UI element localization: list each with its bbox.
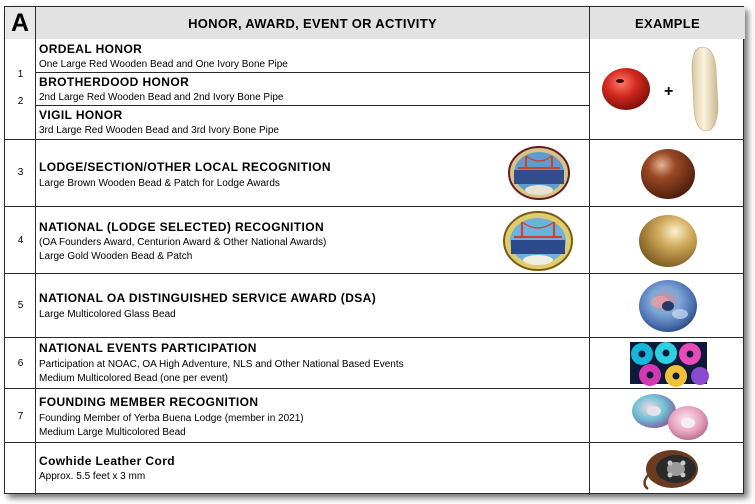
honor-description: Large Multicolored Glass Bead xyxy=(39,309,176,320)
table-row-founding-member xyxy=(5,389,743,443)
row-number: 2 xyxy=(17,96,24,107)
honor-title: Cowhide Leather Cord xyxy=(39,454,176,468)
honor-title: NATIONAL OA DISTINGUISHED SERVICE AWARD (DSA) xyxy=(39,291,377,305)
honor-description-2: Large Gold Wooden Bead & Patch xyxy=(39,251,193,262)
table-row-honors xyxy=(5,39,743,140)
table-row-dsa xyxy=(5,274,743,338)
honor-description: (OA Founders Award, Centurion Award & Other National Awards) xyxy=(39,237,327,248)
section-letter: A xyxy=(5,7,36,39)
table-row-leather-cord xyxy=(5,443,743,495)
column-header-honor: HONOR, AWARD, EVENT OR ACTIVITY xyxy=(36,7,590,39)
honor-description: 2nd Large Red Wooden Bead and 2nd Ivory Bone Pipe xyxy=(39,92,284,103)
row-number: 3 xyxy=(17,167,24,178)
honors-table xyxy=(4,6,744,494)
table-header xyxy=(5,7,743,39)
honor-subrow-ordeal xyxy=(36,39,590,73)
plus-sign: + xyxy=(664,83,674,100)
honor-description: One Large Red Wooden Bead and One Ivory Bone Pipe xyxy=(39,59,288,70)
medium-multicolored-beads-image xyxy=(590,338,745,388)
honor-description: Large Brown Wooden Bead & Patch for Lodge Awards xyxy=(39,178,280,189)
honor-description: Founding Member of Yerba Buena Lodge (member in 2021) xyxy=(39,413,304,424)
honor-title: NATIONAL (LODGE SELECTED) RECOGNITION xyxy=(39,220,325,234)
yerba-buena-lodge-patch-image xyxy=(502,210,574,272)
lodge-patch-image xyxy=(508,146,570,201)
row-number: 1 xyxy=(17,69,24,80)
row-number: 4 xyxy=(17,235,24,246)
column-header-example: EXAMPLE xyxy=(590,7,745,39)
honor-description: Participation at NOAC, OA High Adventure, NLS and Other National Based Events xyxy=(39,359,404,370)
medium-large-multicolored-bead-image xyxy=(590,389,745,443)
honor-title: BROTHERDOOD HONOR xyxy=(39,75,190,89)
example-cell xyxy=(590,39,745,139)
leather-cord-spool-image xyxy=(590,443,745,495)
row-number-cell xyxy=(5,39,36,139)
red-bead-and-bone-pipe-image xyxy=(590,39,745,139)
honor-subrow-vigil xyxy=(36,106,590,140)
honor-description: Approx. 5.5 feet x 3 mm xyxy=(39,471,146,482)
honor-title: FOUNDING MEMBER RECOGNITION xyxy=(39,395,259,409)
honor-subrow-brotherhood xyxy=(36,73,590,106)
honor-title: LODGE/SECTION/OTHER LOCAL RECOGNITION xyxy=(39,160,331,174)
honor-title: NATIONAL EVENTS PARTICIPATION xyxy=(39,341,257,355)
red-bead-icon xyxy=(602,68,650,110)
row-number: 7 xyxy=(17,411,24,422)
gold-bead-image xyxy=(590,207,745,273)
row-number: 6 xyxy=(17,358,24,369)
honor-title: VIGIL HONOR xyxy=(39,108,123,122)
row-number: 5 xyxy=(17,300,24,311)
brown-bead-image xyxy=(590,140,745,206)
honor-description-2: Medium Large Multicolored Bead xyxy=(39,427,186,438)
bone-pipe-icon xyxy=(692,47,718,131)
honor-description: 3rd Large Red Wooden Bead and 3rd Ivory Bone Pipe xyxy=(39,125,279,136)
table-row-national-events xyxy=(5,338,743,389)
honor-title: ORDEAL HONOR xyxy=(39,42,143,56)
table-row-local-recognition xyxy=(5,140,743,207)
brown-bead-icon xyxy=(641,149,695,199)
honor-description-2: Medium Multicolored Bead (one per event) xyxy=(39,373,228,384)
multicolored-glass-bead-image xyxy=(590,274,745,338)
gold-bead-icon xyxy=(639,215,697,267)
table-row-national-recognition xyxy=(5,207,743,274)
bead-hole-icon xyxy=(616,79,624,83)
honor-cell xyxy=(36,39,590,139)
